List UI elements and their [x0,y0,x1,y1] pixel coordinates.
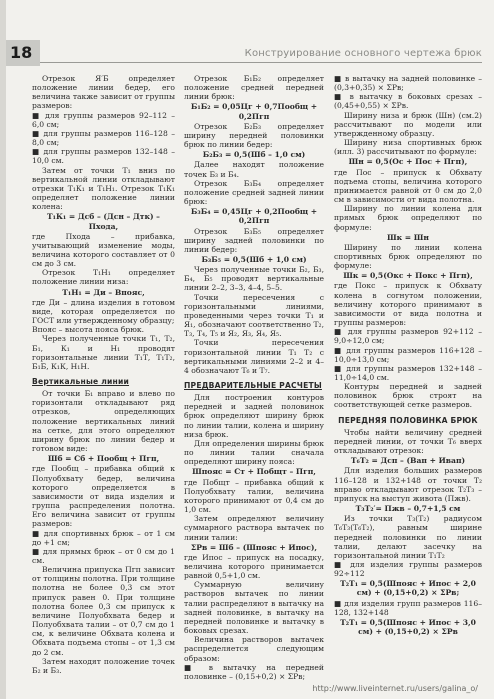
list-item: ■ для прямых брюк – от 0 см до 1 см. [32,546,175,565]
list-item: ■ для группы размеров 92–112 – 6,0 см; [32,110,175,129]
formula: Шк = 0,5(Окс + Покс + Пгп), [343,271,473,281]
paragraph: Величина припуска Пгп зависит от толщины полотна. При толщине полотна не более 0,3 см этот припуск равен 0. При толщине полотна более 0,3 см припуск к величине Полуобхвата бедер и Полуобхвата талии – от 0,7 см до 1 см, к величине Обхвата колена и Обхвата подъема стопы – от 1,3 см до 2 см. [32,565,175,657]
paragraph: Суммарную величину растворов вытачек по линии талии распределяют в вытачку на задней половинке, в вытачку на передней половинке и вытачку в боковых срезах. [184,580,324,636]
list-item: ■ в вытачку на передней половинке – (0,15+0,2) × ΣРв; [184,662,324,681]
formula: Шк = Шн [387,232,429,242]
formula: Т₃Т₂′= Пжв – 0,7+1,5 см [355,504,461,514]
paragraph: Ширину низа и брюк (Шн) (см.2) рассчитывают по модели или утвержденному образцу. [334,110,482,138]
paragraph: где Ди – длина изделия в готовом виде, которая определяется по ГОСТ или утвержденному образцу; [32,297,175,326]
paragraph: где Пос – припуск к Обхвату подъема стопы, величина которого принимается равной от 0 см до 2,0 см в зависимости от вида полотна. [334,167,482,205]
list-item: ■ для спортивных брюк – от 1 см до +1 см; [32,528,175,547]
formula: Шпояс = Ст + Побщт – Пгп, [192,467,316,477]
formula: Б₂Б₃ = 0,5(Шб – 1,0 см) [202,150,306,160]
paragraph: Отрезок Т₁Н₁ определяет положение линии низа: [32,268,175,287]
formula: Шн = 0,5(Ос + Пос + Пгп), [348,157,468,167]
paragraph: Затем определяют величину суммарного раствора вытачек по линии талии: [184,514,324,542]
paragraph: От точки Б₁ вправо и влево по горизонтали откладывают ряд отрезков, определяющих положение вертикальных линий на сетке, для этого определяют ширину брюк по линии бедер и готовом виде: [32,389,175,454]
text-column-2 [184,74,324,681]
formula: ΣРв = Шб – (Шпояс + Ипос), [190,542,318,552]
paragraph: Из точки Т₃(Т₂) радиусом Т₆Т₃(Т₆Т₂), равным ширине передней половинки по линии талии, делают засечку на горизонтальной линии Т₁Т₂ [334,514,482,560]
paragraph: Ширину низа спортивных брюк (илл. 3) рассчитывают по формуле: [334,138,482,157]
paragraph: Впояс – высота пояса брюк. [32,325,144,335]
paragraph: Через полученные точки Т₁, Т₂, Б₁, К₁ и Н₁ проводят горизонтальные линии Т₁Т, Т₁Т₂, Б₁Б, К₁К, Н₁Н. [32,334,175,371]
formula: Т₁К₁ = Дсб – (Дсн – Дтк) – Пхода, [47,212,160,231]
page-number: 18 [6,40,40,66]
list-item: ■ для группы размеров 116–128 – 8,0 см; [32,128,175,148]
text-column-3 [334,74,482,637]
list-item: ■ для группы размеров 132–148 – 10,0 см. [32,147,175,166]
formula: Шб = Сб + Пообщ + Пгп, [47,454,160,464]
formula: Б₃Б₅ = 0,5(Шб + 1,0 см) [201,254,307,264]
paragraph: Величина растворов вытачек распределяется следующим образом: [184,635,324,663]
source-url-watermark: http://www.liveinternet.ru/users/galina_o/ [312,684,478,693]
section-heading: ПЕРЕДНЯЯ ПОЛОВИНКА БРЮК [338,415,478,425]
paragraph: Точки пересечения горизонтальной линии Т₁ Т₂ с вертикальными линиями 2–2 и 4–4 обозначают Т₆ и Т₇. [184,338,324,375]
paragraph: Чтобы найти величину средней передней линии, от точки Т₆ вверх откладывают отрезок: [334,427,482,456]
paragraph: Через полученные точки Б₂, Б₃, Б₄, Б₅ проводят вертикальные линии 2–2, 3–3, 4–4, 5–5. [184,265,324,293]
paragraph: Точки пересечения с горизонтальными линиями, проведенными через точки Т₁ и Я₁, обозначают соответственно Т₂, Т₃, Т₄, Т₅ и Я₂, Я₃, Я₄, Я₅. [184,292,324,339]
formula: Т₁Н₁ = Ди – Впояс, [62,287,145,297]
paragraph: где Пхода – прибавка, учитывающий изменение моды, величина которого составляет от 0 см до 3 см. [32,231,175,269]
paragraph: Для изделия больших размеров 116–128 и 132+148 от точки Т₂ вправо откладывают отрезок Т₂Т₃ – припуск на выступ живота (Пжв). [334,466,482,503]
list-item: ■ для группы размеров 92+112 – 9,0÷12,0 см; [334,327,482,346]
paragraph: Затем находят положение точек Б₂ и Б₃. [32,656,175,675]
section-heading: ПРЕДВАРИТЕЛЬНЫЕ РАСЧЕТЫ [184,381,322,390]
formula: Б₁Б₂ = 0,05Цг + 0,7Пообщ + 0,2Пгп [190,102,318,121]
paragraph: Отрезок Б₁Б₂ определяет положение средней передней линии брюк: [184,74,324,102]
list-item: ■ для группы размеров 116+128 – 10,0÷13,0 см; [334,345,482,364]
list-item: ■ в вытачку в боковых срезах – (0,45+0,55) × ΣРв. [334,92,482,111]
text-column-1 [32,74,175,675]
formula: Т₆Т₂ = Дсп – (Вап + Ивап) [350,456,466,466]
formula: Т₂Т₁ = 0,5(Шпояс + Ипос + 2,0 см) + (0,15+0,2) × ΣРв; [340,579,476,598]
paragraph: Контуры передней и задней половинок брюк строят на соответствующей сетке размеров. [334,382,482,410]
paragraph: Отрезок Б₃Б₄ определяет положение средней задней линии брюк: [184,178,324,207]
list-item: ■ в вытачку на задней половинке – (0,3+0,35) × ΣРв; [334,74,482,93]
paragraph: где Пообщ – прибавка общий к Полуобхвату бедер, величина которого определяется в зависимости от вида изделия и группа распределения полотна. Его величина зависит от группы размеров: [32,464,175,529]
paragraph: Ширину по линии колена для прямых брюк определяют по формуле: [334,204,482,232]
paragraph: Далее находят положение точек Б₃ и Б₄. [184,160,324,179]
paragraph: Для определения ширины брюк по линии талии сначала определяют ширину пояса: [184,438,324,467]
formula: Т₂Т₁ = 0,5(Шпояс + Ипос + 3,0 см) + (0,15+0,2) × ΣРв [340,617,476,637]
paragraph: Для построения контуров передней и задней половинок брюк определяют ширину брюк по линии талии, колена и ширину низа брюк. [184,393,324,439]
list-item: ■ для изделия группы размеров 92÷112 [334,559,482,579]
paragraph: Отрезок Я′Б определяет положение линии бедер, его величина также зависит от группы размеров: [32,74,175,111]
paragraph: где Ипос – припуск на посадку, величина которого принимается равной 0,5+1,0 см. [184,552,324,581]
section-heading: Вертикальные линии [32,377,130,386]
paragraph: Ширину по линии колена спортивных брюк определяют по формуле: [334,242,482,271]
paragraph: где Покс – припуск к Обхвату колена в согнутом положении, величину которого принимают в зависимости от вида полотна и группы размеров: [334,281,482,328]
list-item: ■ для изделия групп размеров 116–128, 132+148 [334,598,482,617]
paragraph: Затем от точки Т₁ вниз по вертикальной линии откладывают отрезки Т₁К₁ и Т₁Н₁. Отрезок Т₁К₁ определяет положение линии колена: [32,165,175,212]
formula: Б₃Б₄ = 0,45Цг + 0,2Пообщ + 0,2Пгп [190,207,318,226]
paragraph: где Побщт – прибавка общий к Полуобхвату талии, величина которого принимают от 0,4 см до 1,0 см. [184,477,324,515]
paragraph: Отрезок Б₂Б₃ определяет ширину передней половинки брюк по линии бедер: [184,121,324,150]
page-edge-shadow [0,0,6,699]
list-item: ■ для группы размеров 132+148 – 11,0÷14,0 см. [334,363,482,382]
running-header: Конструирование основного чертежа брюк [40,40,482,63]
paragraph: Отрезок Б₃Б₅ определяет ширину задней половинки по линии бедер: [184,226,324,254]
